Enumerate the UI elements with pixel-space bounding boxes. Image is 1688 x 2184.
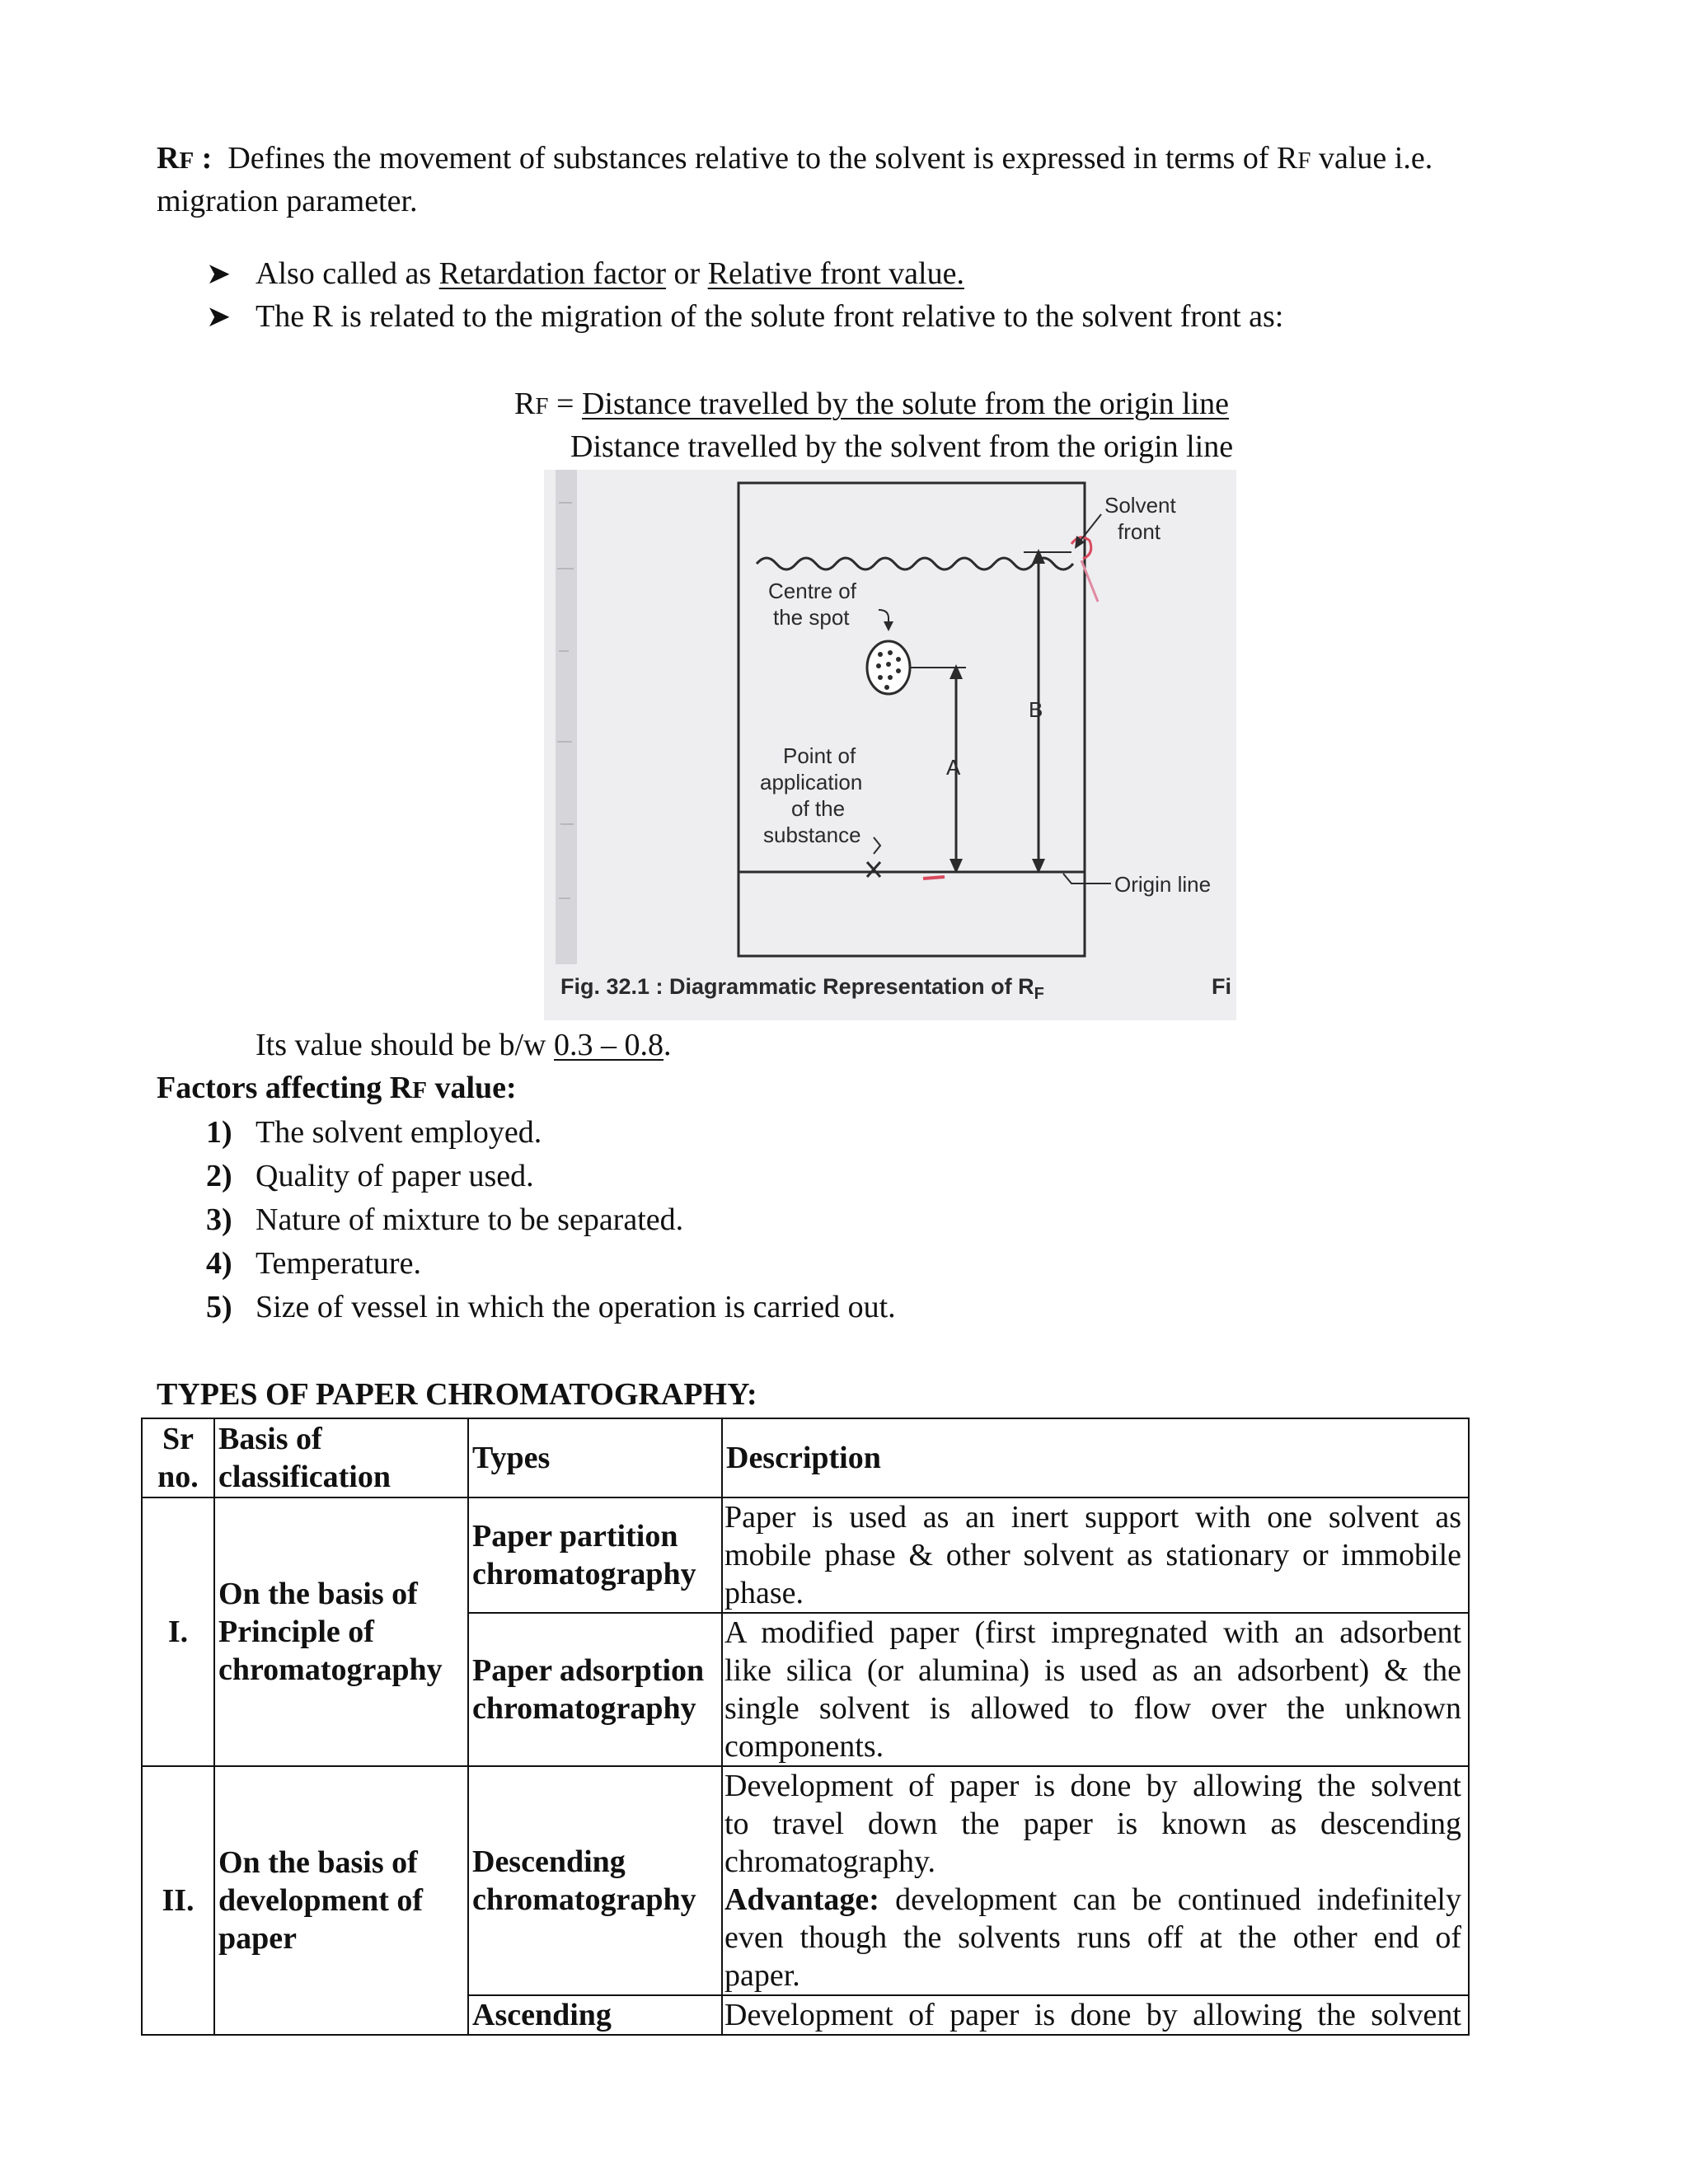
table-header-row <box>142 1418 1469 1497</box>
rf-formula-numerator-line: RF = Distance travelled by the solute from the origin line <box>514 387 1230 421</box>
svg-text:front: front <box>1118 519 1161 544</box>
rf-symbol: R <box>157 141 180 176</box>
row-description: Development of paper is done by allowing the solvent to travel down the paper is known as descending chromatography. Advantage: development can be continued indefinitely even though the solvents runs off at the other end of paper. <box>722 1766 1469 1995</box>
svg-text:of the: of the <box>791 796 846 821</box>
header-basis: Basis of classification <box>214 1418 468 1497</box>
formula-denominator: Distance travelled by the solvent from the origin line <box>570 429 1234 464</box>
retardation-factor-term: Retardation factor <box>438 256 667 291</box>
row-basis: On the basis of development of paper <box>214 1766 468 2035</box>
factor-item: The solvent employed. <box>256 1115 542 1150</box>
distance-b-label: B <box>1029 697 1043 722</box>
row-type: Ascending <box>468 1995 722 2035</box>
factor-item: Nature of mixture to be separated. <box>256 1202 684 1237</box>
row-description: A modified paper (first impregnated with an adsorbent like silica (or alumina) is used as an adsorbent) & the single solvent is allowed to flow over the unknown components. <box>722 1613 1469 1766</box>
figure-caption: Fig. 32.1 : Diagrammatic Representation of $R_F$ <box>560 974 1044 1003</box>
factor-item: Quality of paper used. <box>256 1159 534 1193</box>
row-sr: I. <box>142 1497 214 1766</box>
row-type: Paper partition chromatography <box>468 1497 722 1613</box>
factor-item: Temperature. <box>256 1246 421 1281</box>
solvent-front-line <box>757 558 1073 569</box>
header-description: Description <box>722 1418 1469 1497</box>
svg-text:Fi: Fi <box>1212 974 1231 999</box>
row-description: Paper is used as an inert support with one solvent as mobile phase & other solvent as stationary or immobile phase. <box>722 1497 1469 1613</box>
formula-numerator: Distance travelled by the solute from the origin line <box>581 387 1230 421</box>
header-types: Types <box>468 1418 722 1497</box>
bullet-item-2: The R is related to the migration of the solute front relative to the solvent front as: <box>256 299 1284 334</box>
rf-definition-line-2: migration parameter. <box>157 184 418 218</box>
rf-value-range: Its value should be b/w 0.3 – 0.8. <box>256 1028 672 1062</box>
rf-diagram <box>544 470 1236 1020</box>
bullet-item-1: Also called as Retardation factor or Relative front value. <box>256 256 964 291</box>
factors-heading: Factors affecting RF value: <box>157 1071 517 1105</box>
relative-front-term: Relative front value. <box>707 256 964 291</box>
svg-text:application: application <box>760 770 863 794</box>
arrow-bullet-icon: ➤ <box>206 300 232 333</box>
point-of-application-label: Point of <box>783 743 856 768</box>
table-row <box>142 1497 1469 1613</box>
row-sr: II. <box>142 1766 214 2035</box>
solvent-front-label: Solvent <box>1104 493 1176 518</box>
row-description: Development of paper is done by allowing the solvent <box>722 1995 1469 2035</box>
rf-diagram-figure <box>544 470 1236 1020</box>
types-heading: TYPES OF PAPER CHROMATOGRAPHY: <box>157 1377 757 1412</box>
distance-a-label: A <box>946 755 961 780</box>
svg-text:substance: substance <box>763 823 861 847</box>
row-type: Paper adsorption chromatography <box>468 1613 722 1766</box>
row-type: Descending chromatography <box>468 1766 722 1995</box>
centre-of-spot-label: Centre of <box>768 579 856 603</box>
arrow-bullet-icon: ➤ <box>206 257 232 290</box>
header-sr-no: Sr no. <box>142 1418 214 1497</box>
factor-item: Size of vessel in which the operation is carried out. <box>256 1290 896 1324</box>
table-row <box>142 1766 1469 1995</box>
rf-definition-line-1: RF : Defines the movement of substances relative to the solvent is expressed in terms of RF value i.e. <box>157 141 1433 176</box>
chromatography-types-table <box>141 1418 1470 2036</box>
row-basis: On the basis of Principle of chromatography <box>214 1497 468 1766</box>
svg-text:the spot: the spot <box>773 605 850 630</box>
origin-line-label: Origin line <box>1114 872 1212 897</box>
